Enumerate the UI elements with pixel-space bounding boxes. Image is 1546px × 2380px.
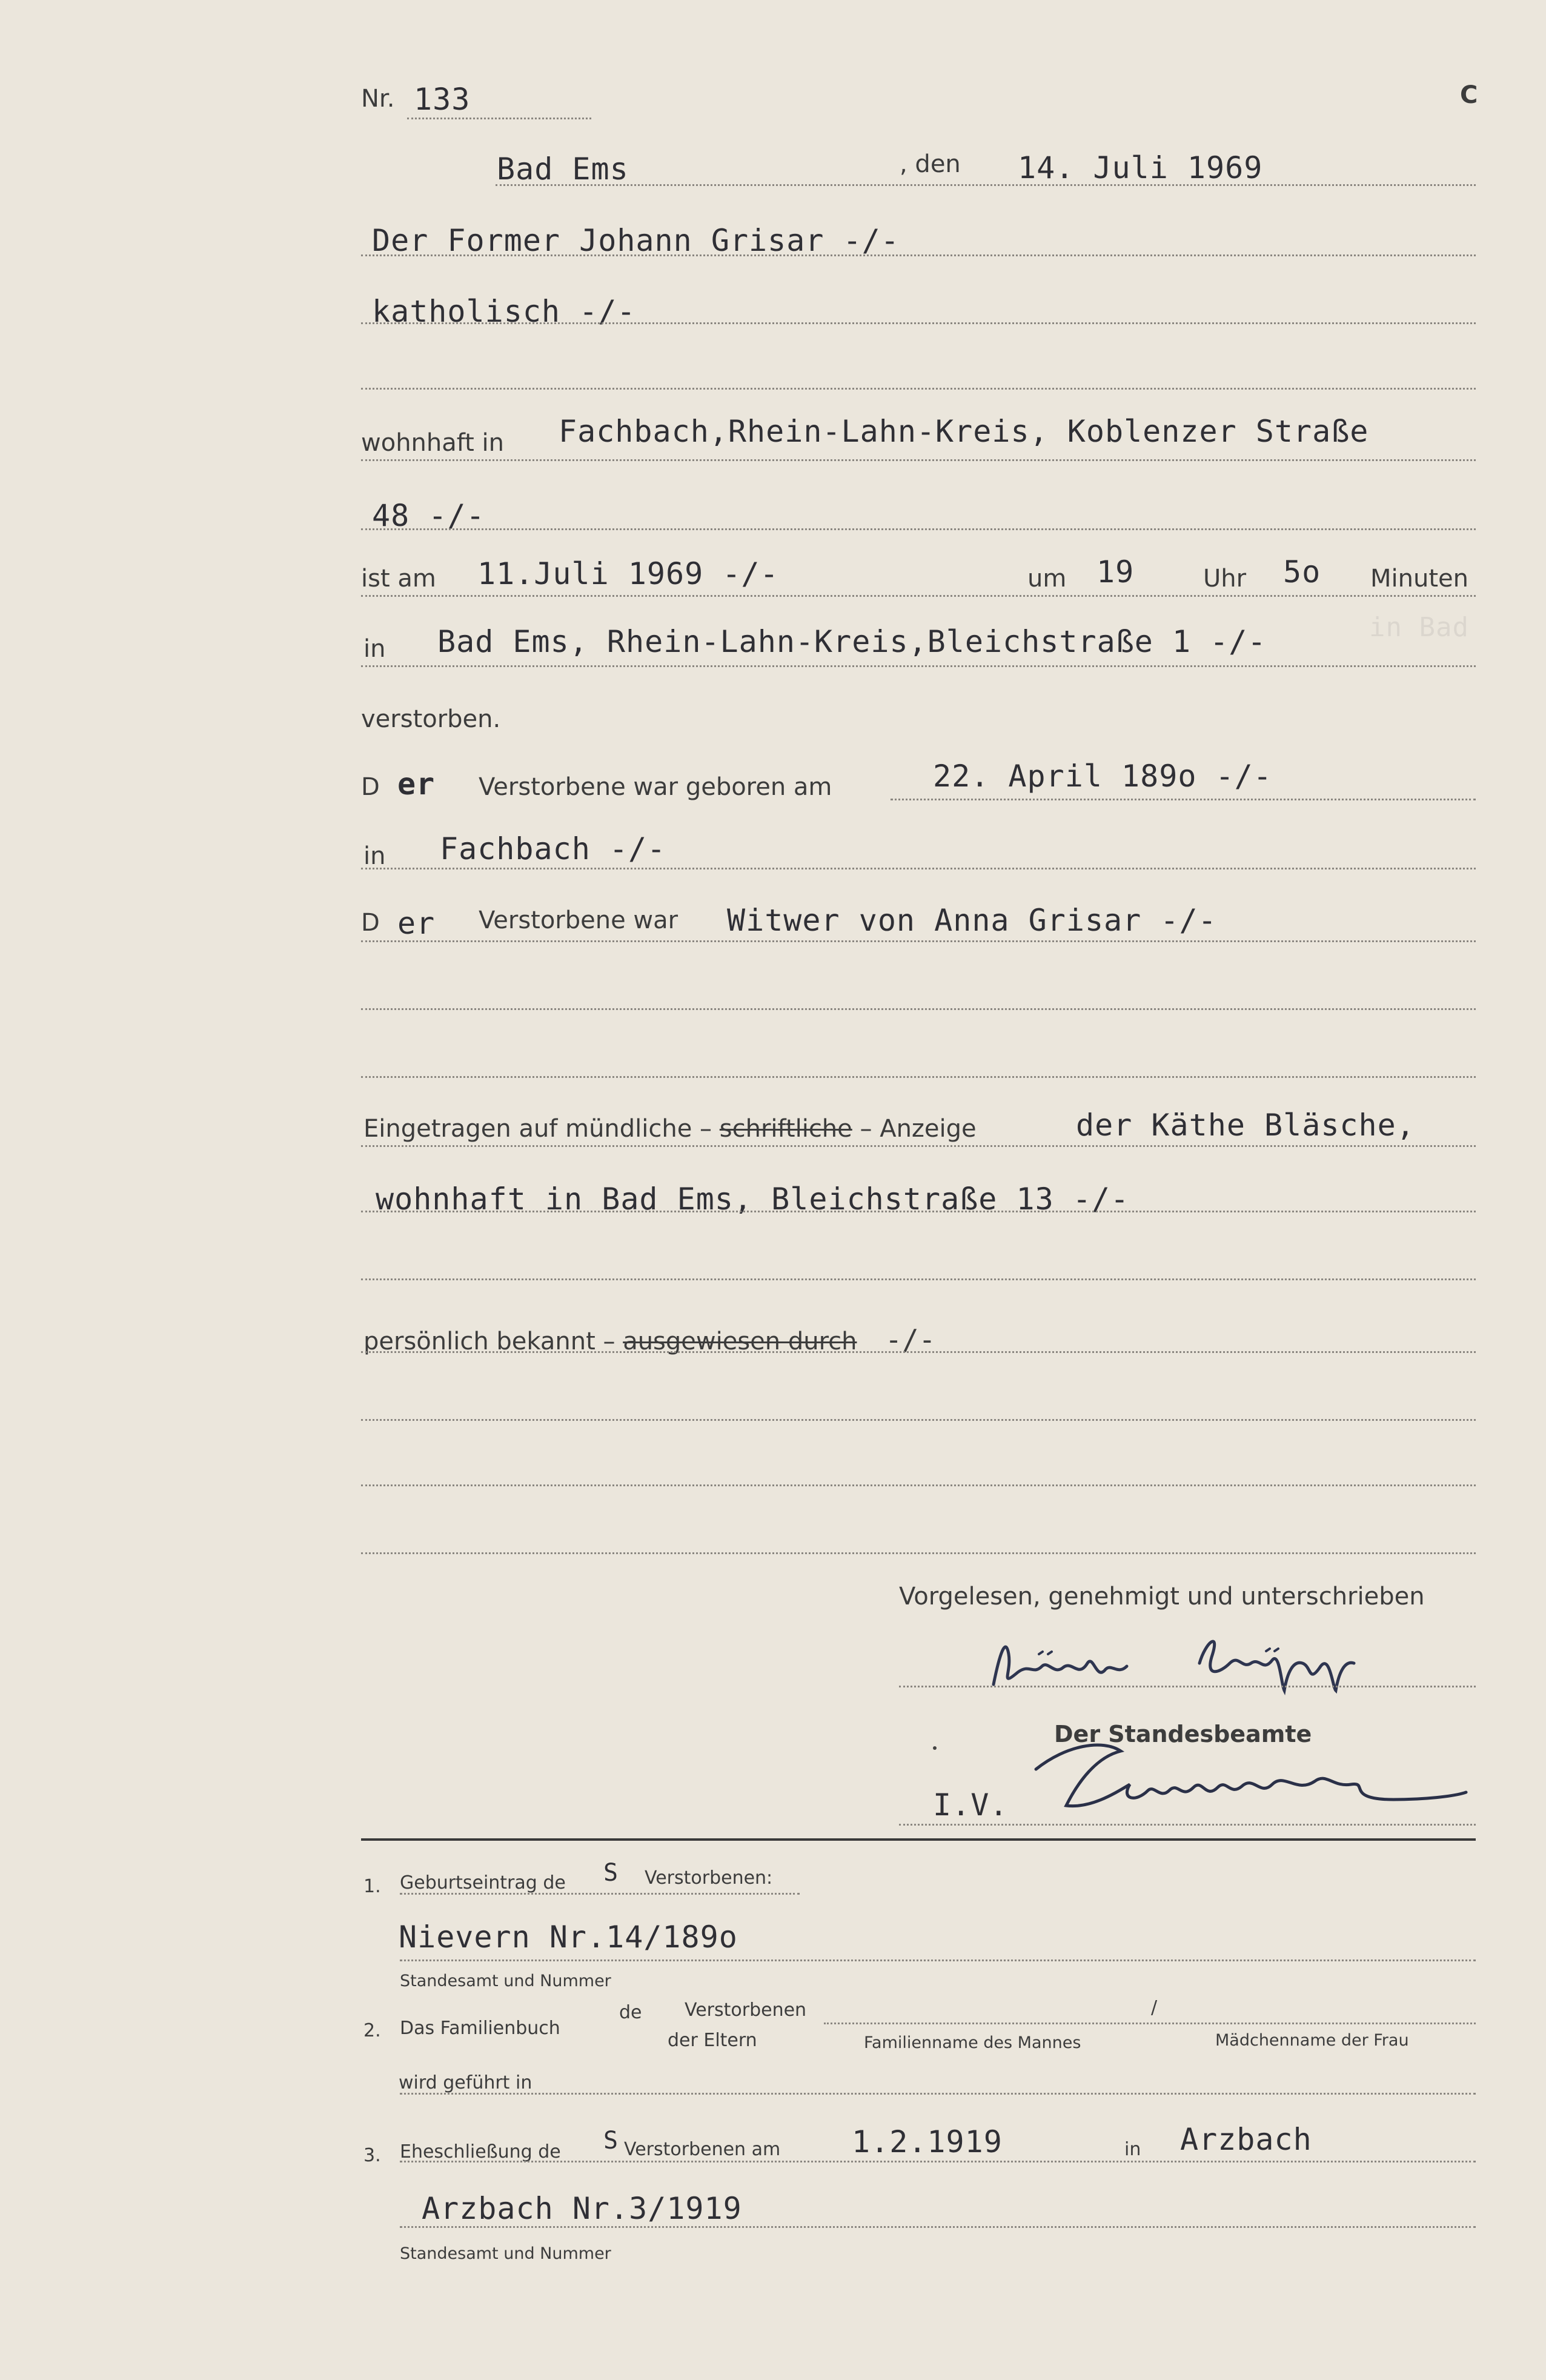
registration-label-end: – Anzeige [860,1115,977,1143]
person-line-1 [361,254,1476,256]
death-date-label: ist am [361,565,436,593]
minuten-label: Minuten [1370,565,1468,593]
verstorben-label: verstorben. [361,705,501,733]
person-line-3 [361,388,1476,390]
residence-line-2 [361,528,1476,530]
death-date-line [361,595,1476,597]
marital-label: Verstorbene war [479,906,678,934]
note2-option-deceased: Verstorbenen [685,1999,807,2021]
note2-place-line [400,2093,1476,2095]
note1-number: 1. [363,1876,381,1897]
death-date: 11.Juli 1969 -/- [477,556,779,591]
note2-label2: wird geführt in [399,2072,532,2093]
note3-caption: Standesamt und Nummer [400,2244,611,2263]
known-value: -/- [885,1323,936,1356]
death-place-label: in [363,635,386,663]
note3-in: in [1124,2139,1141,2160]
birth-place-label: in [363,842,386,870]
person-line-2 [361,322,1476,324]
known-struck-text: ausgewiesen durch [623,1328,857,1355]
note2-number: 2. [363,2020,381,2041]
residence-label: wohnhaft in [361,429,504,457]
deceased-religion: katholisch -/- [372,294,636,329]
place-date-line [496,184,1476,186]
marriage-entry-reference: Arzbach Nr.3/1919 [422,2191,742,2226]
note3-date-line [400,2161,1476,2162]
residence-value-1: Fachbach,Rhein-Lahn-Kreis, Koblenzer Straße [559,414,1369,449]
iv-label: I.V. [933,1787,1009,1823]
uhr-label: Uhr [1203,565,1247,593]
known-label: persönlich bekannt – [363,1328,615,1355]
note1-caption: Standesamt und Nummer [400,1972,611,1990]
death-hour: 19 [1096,554,1135,590]
registration-line-1 [361,1145,1476,1147]
note2-caption-wife: Mädchenname der Frau [1215,2031,1409,2050]
note3-label: Eheschließung de [400,2141,561,2162]
notes-separator [361,1838,1476,1841]
note1-label-line [400,1893,800,1895]
death-place-line [361,665,1476,667]
registrar-signature [1030,1733,1478,1824]
note2-label: Das Familienbuch [400,2018,560,2039]
note1-label2: Verstorbenen: [645,1867,773,1889]
residence-value-2: 48 -/- [372,498,485,533]
informant-line-2: wohnhaft in Bad Ems, Bleichstraße 13 -/- [376,1182,1130,1217]
registrar-signature-line [899,1824,1476,1826]
note3-s: S [603,2127,619,2155]
birth-date-label: Verstorbene war geboren am [479,773,832,801]
birth-d-label: D [361,773,380,801]
death-place: Bad Ems, Rhein-Lahn-Kreis,Bleichstraße 1 -/- [437,624,1267,659]
death-hour-label: um [1027,565,1067,593]
marital-line-1 [361,940,1476,942]
note2-caption-husband: Familienname des Mannes [864,2033,1081,2052]
registration-label-start: Eingetragen auf mündliche – [363,1115,712,1143]
registration-line-3 [361,1278,1476,1280]
death-minutes: 5o [1283,554,1321,590]
note1-s: S [603,1859,619,1887]
birth-place-line [361,868,1476,869]
birth-entry-reference: Nievern Nr.14/189o [399,1920,738,1955]
deceased-name-occupation: Der Former Johann Grisar -/- [372,223,900,258]
note3-number: 3. [363,2145,381,2166]
marital-status: Witwer von Anna Grisar -/- [727,903,1217,938]
read-approved-label: Vorgelesen, genehmigt und unterschrieben [899,1583,1425,1610]
identification-line-3 [361,1484,1476,1486]
identification-line-4 [361,1552,1476,1554]
informant-signature-line [899,1686,1476,1687]
informant-line-1: der Käthe Bläsche, [1076,1108,1415,1143]
note1-label: Geburtseintrag de [400,1872,566,1893]
entry-number-line [407,118,591,119]
note2-name-line [824,2023,1476,2024]
birth-place: Fachbach -/- [440,831,666,866]
birth-d-suffix: er [397,766,436,802]
identification-line-1 [361,1351,1476,1353]
nr-label: Nr. [361,85,395,113]
marriage-date: 1.2.1919 [852,2124,1003,2159]
corner-letter: C [1460,81,1478,109]
note3-label2: Verstorbenen am [624,2139,781,2160]
note1-value-line [400,1960,1476,1961]
note2-option-parents: der Eltern [668,2030,757,2051]
note2-de: de [619,2002,642,2023]
den-label: , den [900,150,961,178]
marriage-place: Arzbach [1180,2122,1312,2157]
place-of-registration: Bad Ems [497,151,629,187]
registration-date: 14. Juli 1969 [1018,150,1263,185]
entry-number: 133 [414,82,471,117]
registrar-signature-strokes [1030,1733,1478,1824]
registration-line-2 [361,1211,1476,1212]
birth-date-line [891,799,1476,800]
residence-line-1 [361,459,1476,461]
registration-label [363,1115,977,1143]
identification-line-2 [361,1419,1476,1421]
note2-slash: / [1151,1997,1158,2018]
birth-date: 22. April 189o -/- [933,759,1272,794]
note3-value-line [400,2226,1476,2228]
marital-line-3 [361,1076,1476,1078]
registrar-dot [933,1746,937,1750]
marital-line-2 [361,1008,1476,1010]
marital-d-suffix: er [397,906,436,941]
marital-d-label: D [361,909,380,937]
bleed-through-text: in Bad [1369,612,1469,643]
registration-struck-word: schriftliche [719,1115,852,1143]
registrar-title: Der Standesbeamte [1054,1721,1312,1747]
